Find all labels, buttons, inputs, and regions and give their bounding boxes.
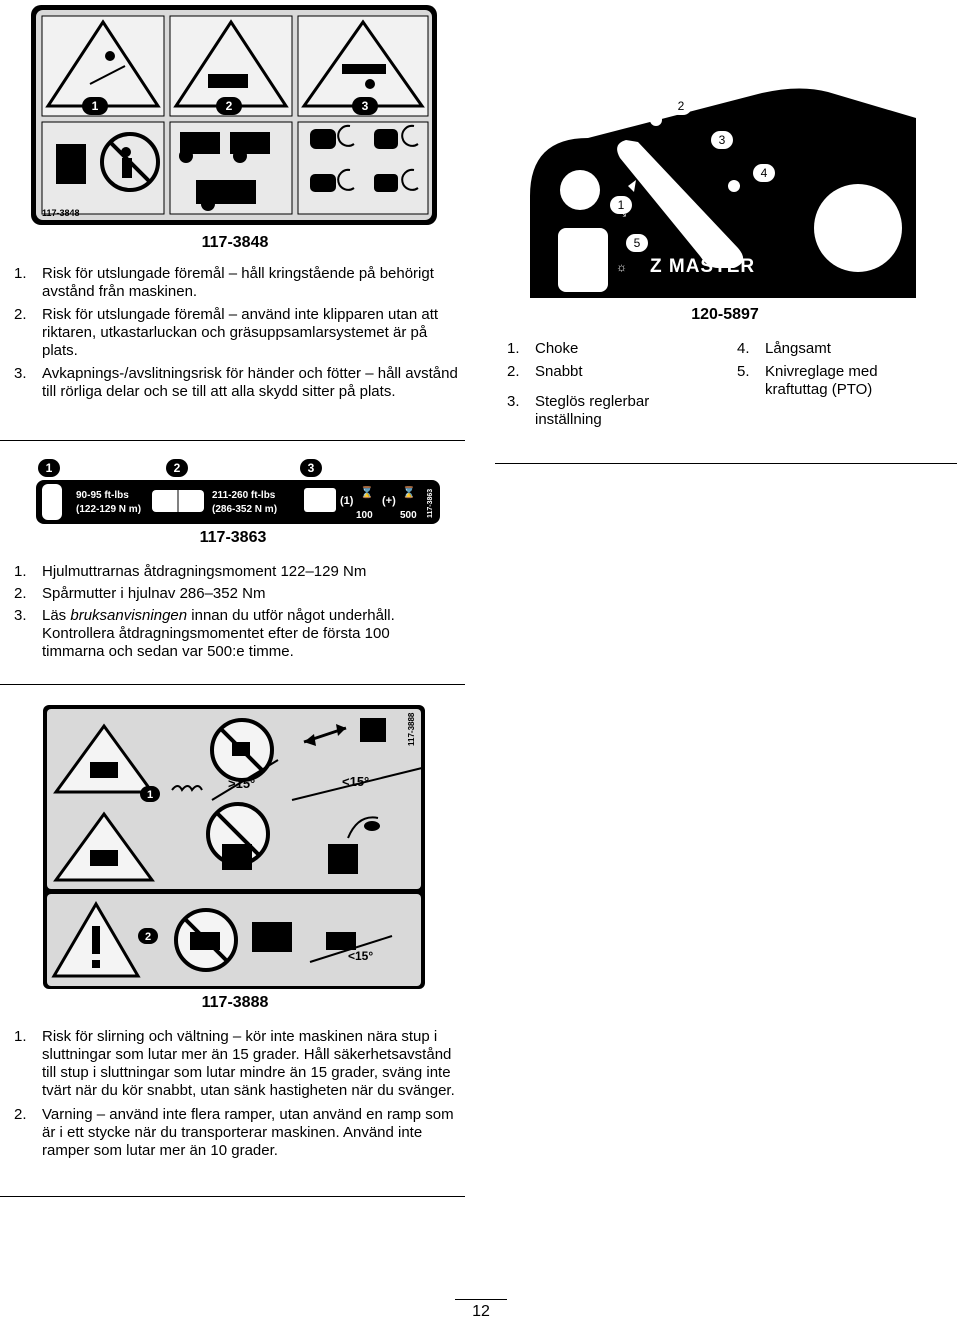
slope-prohibited-icon	[212, 720, 272, 780]
list-item: 1. Risk för utslungade föremål – håll kringstående på behörigt avstånd från maskinen.	[14, 265, 434, 300]
single-ramp-icon	[252, 922, 292, 952]
svg-text:117-3888: 117-3888	[407, 712, 416, 746]
pto-hole	[814, 184, 902, 272]
section-divider	[0, 1196, 465, 1197]
svg-text:2: 2	[677, 99, 685, 113]
svg-text:100: 100	[356, 510, 373, 521]
svg-text:2: 2	[173, 461, 181, 475]
svg-text:(286-352 N m): (286-352 N m)	[212, 504, 278, 515]
decal-title-120-5897: 120-5897	[691, 306, 759, 323]
hourglass-icon: ⌛	[402, 487, 416, 499]
section-divider	[0, 440, 465, 441]
decal-code: 117-3848	[42, 208, 80, 218]
svg-text:5: 5	[633, 236, 641, 250]
wheel-icon	[42, 484, 62, 520]
list-item: 2. Risk för utslungade föremål – använd inte klipparen utan att riktaren, utkastarluckan och gräsuppsamlarsystemet är på plats.	[14, 306, 439, 359]
slope-gt-label: >15°	[228, 776, 256, 791]
section-divider	[495, 463, 957, 464]
turtle-icon	[728, 180, 740, 192]
decal-117-3888-list	[14, 1028, 459, 1165]
decal-117-3848-image	[30, 4, 438, 226]
svg-text:3: 3	[307, 461, 315, 475]
svg-text:(1): (1)	[340, 495, 354, 507]
list-item: 4. Långsamt	[737, 340, 831, 357]
list-item: 3. Steglös reglerbar inställning	[507, 393, 650, 428]
svg-text:(122-129 N m): (122-129 N m)	[76, 504, 142, 515]
svg-text:2: 2	[144, 931, 152, 943]
svg-text:1: 1	[45, 461, 53, 475]
manual-icon	[304, 488, 336, 512]
multiple-ramps-prohibited-icon	[176, 910, 236, 970]
hub-icon	[152, 490, 204, 512]
list-item: 5. Knivreglage med kraftuttag (PTO)	[737, 363, 878, 398]
page-number-rule	[455, 1299, 507, 1300]
callout-3: 3	[361, 99, 369, 113]
page-number: 12	[472, 1303, 490, 1320]
list-item: 3. Läs bruksanvisningen innan du utför något underhåll. Kontrollera åtdragningsmomentet efter de första 100 timmarna och sedan var 500:e timme.	[14, 607, 395, 660]
list-item: 2. Spårmutter i hjulnav 286–352 Nm	[14, 585, 266, 602]
list-item: 3. Avkapnings-/avslitningsrisk för händer och fötter – håll avstånd till rörliga delar och se till att alla skydd sitter på plats.	[14, 365, 458, 400]
list-item: 1. Hjulmuttrarnas åtdragningsmoment 122–129 Nm	[14, 563, 367, 580]
list-item: 2. Varning – använd inte flera ramper, utan använd en ramp som är i ett stycke när du transporterar maskinen. Använd inte ramper som lutar mer än 10 grader.	[14, 1106, 454, 1159]
decal-title-117-3888: 117-3888	[201, 994, 269, 1011]
callout-1: 1	[91, 99, 99, 113]
ramp-slope-label: <15°	[348, 949, 374, 963]
svg-text:4: 4	[760, 166, 768, 180]
slope-lt-label: <15°	[342, 774, 370, 789]
list-item: 1. Risk för slirning och vältning – kör inte maskinen nära stup i sluttningar som lutar mer än 15 grader. Håll säkerhetsavstånd till stup i sluttningar som lutar mindre än 15 grader, sväng inte tvärt när du kör snabbt, utan sänk hastigheten när du svänger.	[14, 1028, 455, 1099]
decal-title-117-3863: 117-3863	[199, 529, 267, 546]
callout-2: 2	[225, 99, 233, 113]
rabbit-icon	[650, 114, 662, 126]
decal-117-3863-image	[34, 456, 442, 528]
decal-117-3848-list	[14, 265, 464, 406]
decal-117-3863-list	[14, 563, 424, 666]
list-item: 2. Snabbt	[507, 363, 583, 380]
svg-text:211-260 ft-lbs: 211-260 ft-lbs	[212, 490, 276, 501]
decal-120-5897-image	[528, 78, 920, 300]
decal-title-117-3848: 117-3848	[201, 234, 269, 251]
pto-icon: ☼	[616, 260, 627, 274]
list-item: 1. Choke	[507, 340, 579, 357]
svg-text:90-95 ft-lbs: 90-95 ft-lbs	[76, 490, 129, 501]
brand-logo: Z MASTER	[650, 256, 756, 277]
choke-hole	[560, 170, 600, 210]
ignition-slot	[558, 228, 608, 292]
svg-text:1: 1	[617, 198, 625, 212]
decal-120-5897-list-left	[507, 340, 697, 434]
svg-text:117-3863: 117-3863	[427, 488, 434, 518]
decal-120-5897-list-right	[737, 340, 912, 404]
hourglass-icon: ⌛	[360, 487, 374, 499]
svg-text:3: 3	[718, 133, 726, 147]
section-divider	[0, 684, 465, 685]
svg-text:500: 500	[400, 510, 417, 521]
decal-117-3888-image	[42, 704, 426, 990]
svg-text:(+): (+)	[382, 495, 396, 507]
svg-text:1: 1	[146, 789, 154, 801]
